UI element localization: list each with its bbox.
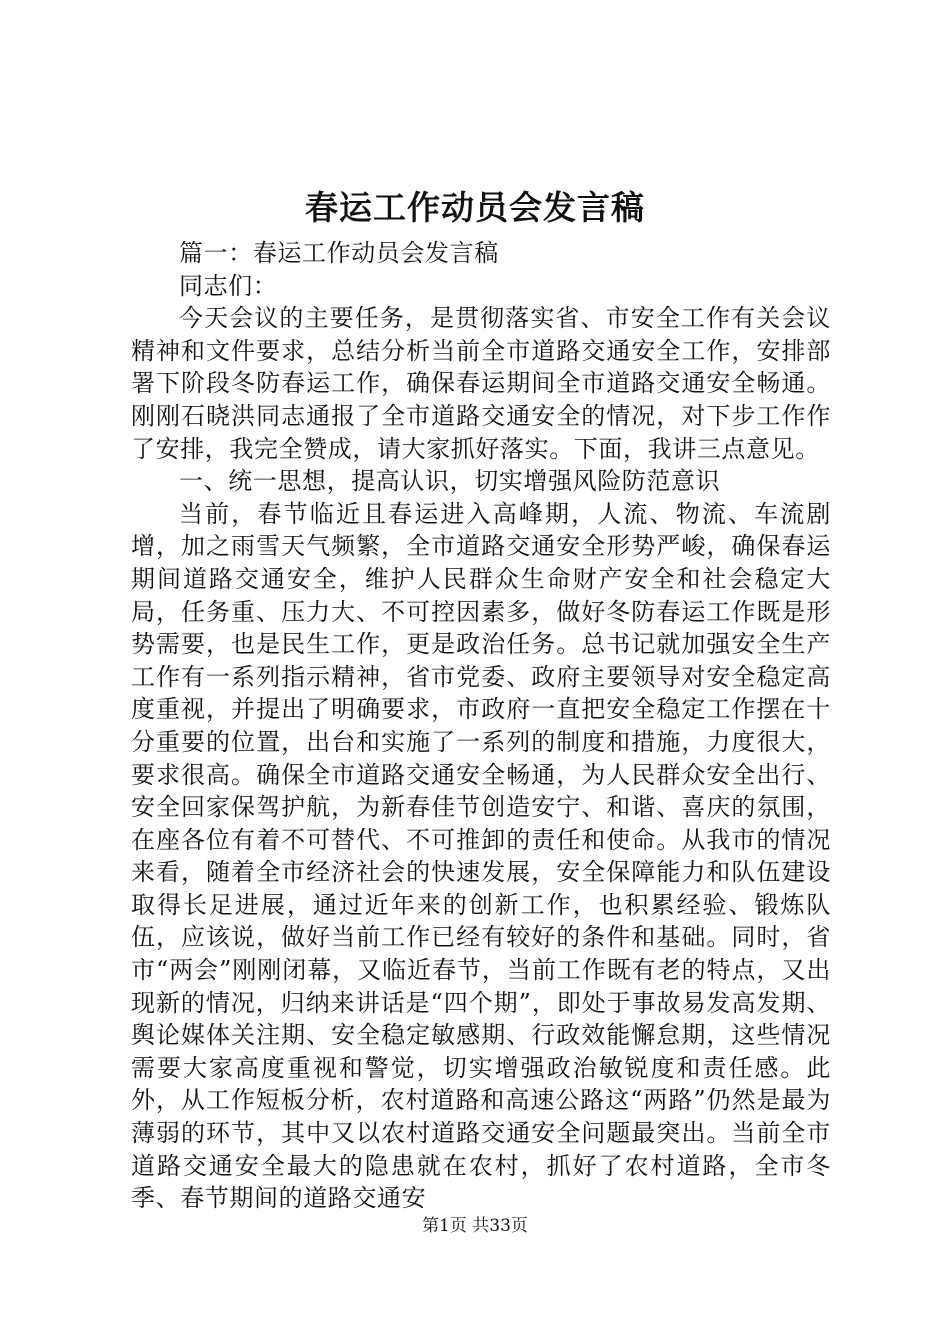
- body-paragraph: 当前，春节临近且春运进入高峰期，人流、物流、车流剧增，加之雨雪天气频繁，全市道路交通安全形势严峻，确保春运期间道路交通安全，维护人民群众生命财产安全和社会稳定大局，任务重、压力大、不可控因素多，做好冬防春运工作既是形势需要，也是民生工作，更是政治任务。总书记就加强安全生产工作有一系列指示精神，省市党委、政府主要领导对安全稳定高度重视，并提出了明确要求，市政府一直把安全稳定工作摆在十分重要的位置，出台和实施了一系列的制度和措施，力度很大，要求很高。确保全市道路交通安全畅通，为人民群众安全出行、安全回家保驾护航，为新春佳节创造安宁、和谐、喜庆的氛围，在座各位有着不可替代、不可推卸的责任和使命。从我市的情况来看，随着全市经济社会的快速发展，安全保障能力和队伍建设取得长足进展，通过近年来的创新工作，也积累经验、锻炼队伍，应该说，做好当前工作已经有较好的条件和基础。同时，省市“两会”刚刚闭幕，又临近春节，当前工作既有老的特点，又出现新的情况，归纳来讲话是“四个期”，即处于事故易发高发期、舆论媒体关注期、安全稳定敏感期、行政效能懈怠期，这些情况需要大家高度重视和警觉，切实增强政治敏锐度和责任感。此外，从工作短板分析，农村道路和高速公路这“两路”仍然是最为薄弱的环节，其中又以农村道路交通安全问题最突出。当前全市道路交通安全最大的隐患就在农村，抓好了农村道路，全市冬季、春节期间的道路交通安: [131, 499, 831, 1213]
- document-title: 春运工作动员会发言稿: [305, 188, 645, 227]
- subsection-heading: 一、统一思想，提高认识，切实增强风险防范意识: [179, 467, 721, 496]
- page-footer: 第1页 共33页: [422, 1216, 528, 1236]
- document-body: [131, 237, 831, 1215]
- section-heading: 篇一：春运工作动员会发言稿: [179, 239, 499, 267]
- body-paragraph: 今天会议的主要任务，是贯彻落实省、市安全工作有关会议精神和文件要求，总结分析当前全市道路交通安全工作，安排部署下阶段冬防春运工作，确保春运期间全市道路交通安全畅通。刚刚石晓洪同志通报了全市道路交通安全的情况，对下步工作作了安排，我完全赞成，请大家抓好落实。下面，我讲三点意见。: [131, 304, 831, 463]
- salutation: 同志们：: [179, 271, 278, 300]
